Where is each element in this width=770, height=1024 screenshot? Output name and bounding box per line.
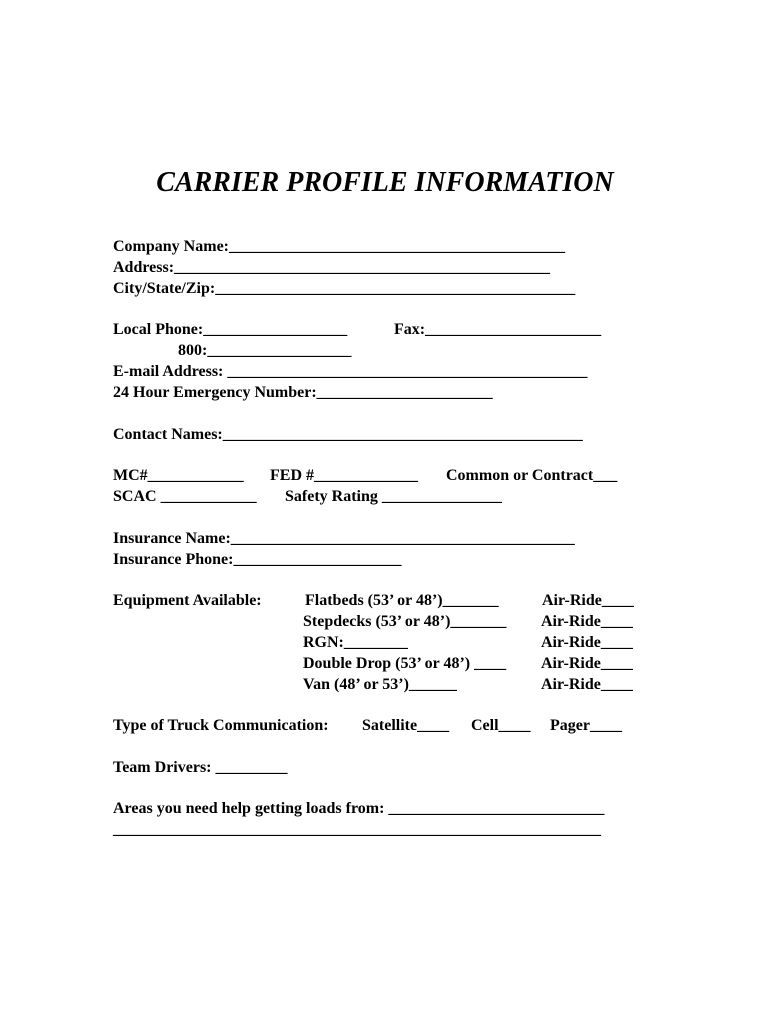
equipment-stepdecks-field[interactable]: Stepdecks (53’ or 48’)_______ <box>303 613 507 630</box>
equipment-rgn-field[interactable]: RGN:________ <box>303 634 408 651</box>
fed-number-field[interactable]: FED #_____________ <box>270 467 418 484</box>
common-contract-field[interactable]: Common or Contract___ <box>446 467 618 484</box>
fax-field[interactable]: Fax:______________________ <box>394 321 602 338</box>
company-name-field[interactable]: Company Name:__________________________________________ <box>113 238 565 255</box>
local-phone-field[interactable]: Local Phone:__________________ <box>113 321 348 338</box>
air-ride-rgn-field[interactable]: Air-Ride____ <box>541 634 633 651</box>
areas-help-continuation-line[interactable]: _____________________________________________________________ <box>113 821 601 838</box>
scac-field[interactable]: SCAC ____________ <box>113 488 257 505</box>
equipment-flatbeds-field[interactable]: Flatbeds (53’ or 48’)_______ <box>305 592 499 609</box>
air-ride-flatbeds-field[interactable]: Air-Ride____ <box>542 592 634 609</box>
safety-rating-field[interactable]: Safety Rating _______________ <box>285 488 502 505</box>
city-state-zip-field[interactable]: City/State/Zip:_____________________________________________ <box>113 280 576 297</box>
communication-label: Type of Truck Communication: <box>113 717 329 734</box>
equipment-label: Equipment Available: <box>113 592 262 609</box>
address-field[interactable]: Address:_______________________________________________ <box>113 259 551 276</box>
air-ride-van-field[interactable]: Air-Ride____ <box>541 676 633 693</box>
email-field[interactable]: E-mail Address: _____________________________________________ <box>113 363 588 380</box>
equipment-van-field[interactable]: Van (48’ or 53’)______ <box>303 676 457 693</box>
satellite-field[interactable]: Satellite____ <box>362 717 450 734</box>
cell-field[interactable]: Cell____ <box>471 717 531 734</box>
air-ride-stepdecks-field[interactable]: Air-Ride____ <box>541 613 633 630</box>
insurance-name-field[interactable]: Insurance Name:___________________________________________ <box>113 530 575 547</box>
page-title: CARRIER PROFILE INFORMATION <box>156 167 614 198</box>
phone-800-field[interactable]: 800:__________________ <box>178 342 352 359</box>
air-ride-double-drop-field[interactable]: Air-Ride____ <box>541 655 633 672</box>
insurance-phone-field[interactable]: Insurance Phone:_____________________ <box>113 551 402 568</box>
team-drivers-field[interactable]: Team Drivers: _________ <box>113 759 288 776</box>
emergency-number-field[interactable]: 24 Hour Emergency Number:______________________ <box>113 384 493 401</box>
equipment-double-drop-field[interactable]: Double Drop (53’ or 48’) ____ <box>303 655 507 672</box>
contact-names-field[interactable]: Contact Names:_____________________________________________ <box>113 426 583 443</box>
mc-number-field[interactable]: MC#____________ <box>113 467 244 484</box>
pager-field[interactable]: Pager____ <box>550 717 622 734</box>
areas-help-field[interactable]: Areas you need help getting loads from: ___________________________ <box>113 800 605 817</box>
